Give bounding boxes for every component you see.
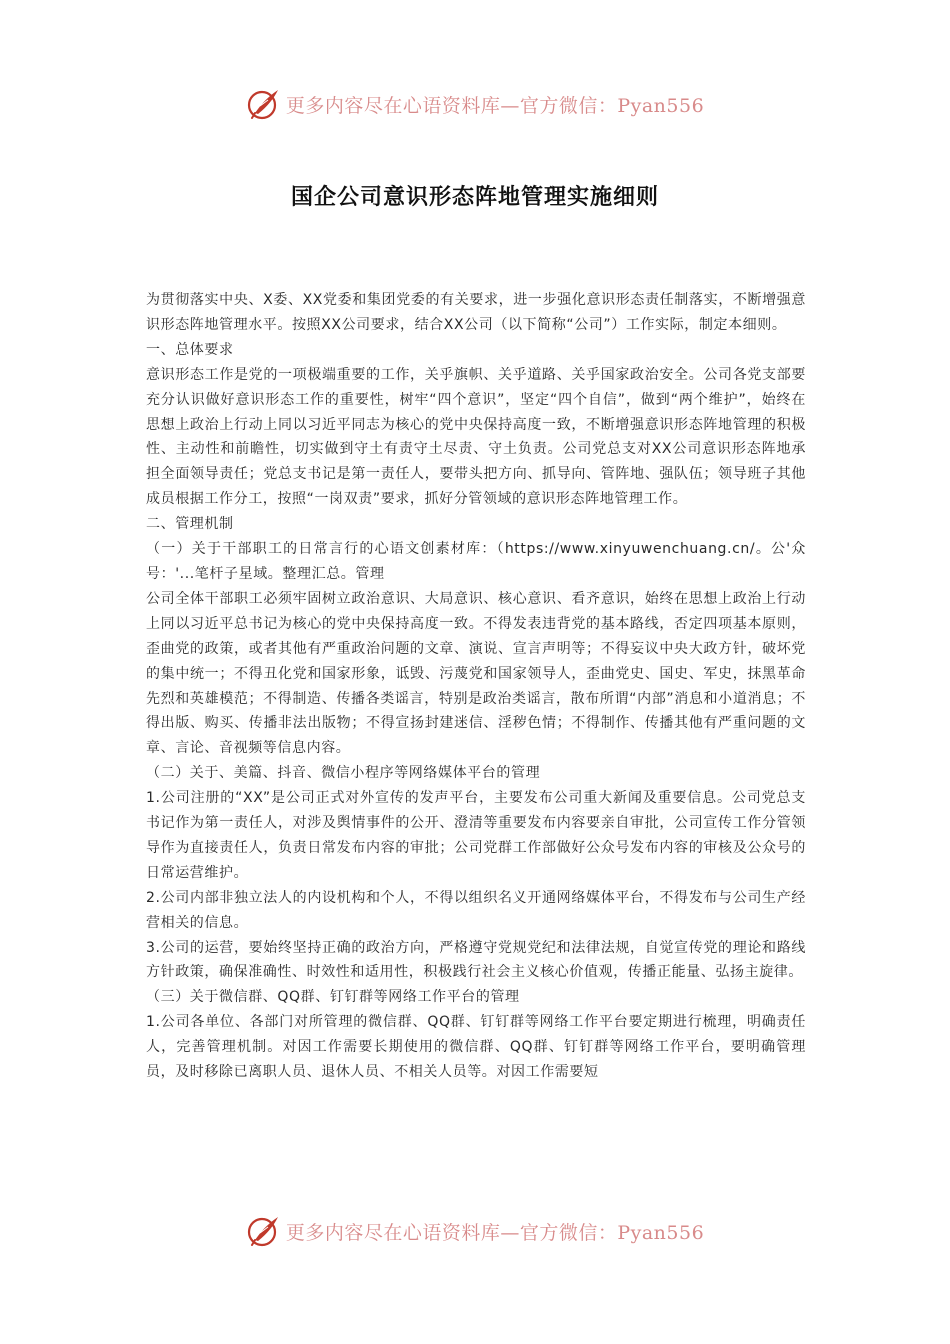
subsection-heading-2: （二）关于、美篇、抖音、微信小程序等网络媒体平台的管理 (146, 765, 541, 782)
section-heading-1: 一、总体要求 (146, 341, 234, 358)
watermark-text: 更多内容尽在心语资料库—官方微信：Pyan556 (285, 1221, 705, 1244)
watermark-text: 更多内容尽在心语资料库—官方微信：Pyan556 (285, 94, 705, 117)
subsection-heading-1: （一）关于干部职工的日常言行的心语文创素材库：（https://www.xinyuwenchuang.cn/。公'众号：'...笔杆子星域。整理汇总。管理 (146, 541, 806, 582)
paragraph-item-1: 1.公司注册的“XX”是公司正式对外宣传的发声平台，主要发布公司重大新闻及重要信息。公司党总支书记作为第一责任人，对涉及舆情事件的公开、澄清等重要发布内容要亲自审批，公司宣传工作分管领导作为直接责任人，负责日常发布内容的审批；公司党群工作部做好公众号发布内容的审核及公众号的日常运营维护。 (146, 790, 806, 881)
paragraph-intro: 为贯彻落实中央、X委、XX党委和集团党委的有关要求，进一步强化意识形态责任制落实，不断增强意识形态阵地管理水平。按照XX公司要求，结合XX公司（以下简称“公司”）工作实际，制定本细则。 (146, 292, 806, 333)
paragraph-group-management: 1.公司各单位、各部门对所管理的微信群、QQ群、钉钉群等网络工作平台要定期进行梳理，明确责任人，完善管理机制。对因工作需要长期使用的微信群、QQ群、钉钉群等网络工作平台，要明确管理员，及时移除已离职人员、退休人员、不相关人员等。对因工作需要短 (146, 1014, 806, 1081)
paragraph-staff-conduct: 公司全体干部职工必须牢固树立政治意识、大局意识、核心意识、看齐意识，始终在思想上政治上行动上同以习近平总书记为核心的党中央保持高度一致。不得发表违背党的基本路线，否定四项基本原则，歪曲党的政策，或者其他有严重政治问题的文章、演说、宣言声明等；不得妄议中央大政方针，破坏党的集中统一；不得丑化党和国家形象，诋毁、污蔑党和国家领导人，歪曲党史、国史、军史，抹黑革命先烈和英雄模范；不得制造、传播各类谣言，特别是政治类谣言，散布所谓“内部”消息和小道消息；不得出版、购买、传播非法出版物；不得宣扬封建迷信、淫秽色情；不得制作、传播其他有严重问题的文章、言论、音视频等信息内容。 (146, 590, 806, 757)
subsection-heading-3: （三）关于微信群、QQ群、钉钉群等网络工作平台的管理 (146, 989, 520, 1006)
quill-pen-logo-icon (246, 86, 282, 122)
section-heading-2: 二、管理机制 (146, 516, 234, 533)
paragraph-item-2: 2.公司内部非独立法人的内设机构和个人，不得以组织名义开通网络媒体平台，不得发布与公司生产经营相关的信息。 (146, 889, 806, 931)
document-title: 国企公司意识形态阵地管理实施细则 (290, 184, 659, 210)
document-body (146, 288, 806, 1085)
paragraph-item-3: 3.公司的运营，要始终坚持正确的政治方向，严格遵守党规党纪和法律法规，自觉宣传党的理论和路线方针政策，确保准确性、时效性和适用性，积极践行社会主义核心价值观，传播正能量、弘扬主旋律。 (146, 939, 806, 981)
paragraph-general-requirements: 意识形态工作是党的一项极端重要的工作，关乎旗帜、关乎道路、关乎国家政治安全。公司各党支部要充分认识做好意识形态工作的重要性，树牢“四个意识”，坚定“四个自信”，做到“两个维护”，始终在思想上政治上行动上同以习近平同志为核心的党中央保持高度一致，不断增强意识形态阵地管理的积极性、主动性和前瞻性，切实做到守土有责守土尽责、守土负责。公司党总支对XX公司意识形态阵地承担全面领导责任；党总支书记是第一责任人，要带头把方向、抓导向、管阵地、强队伍；领导班子其他成员根据工作分工，按照“一岗双责”要求，抓好分管领域的意识形态阵地管理工作。 (146, 366, 806, 508)
header-watermark-banner (0, 84, 950, 124)
footer-watermark-banner (0, 1211, 950, 1251)
quill-pen-logo-icon (246, 1213, 282, 1249)
